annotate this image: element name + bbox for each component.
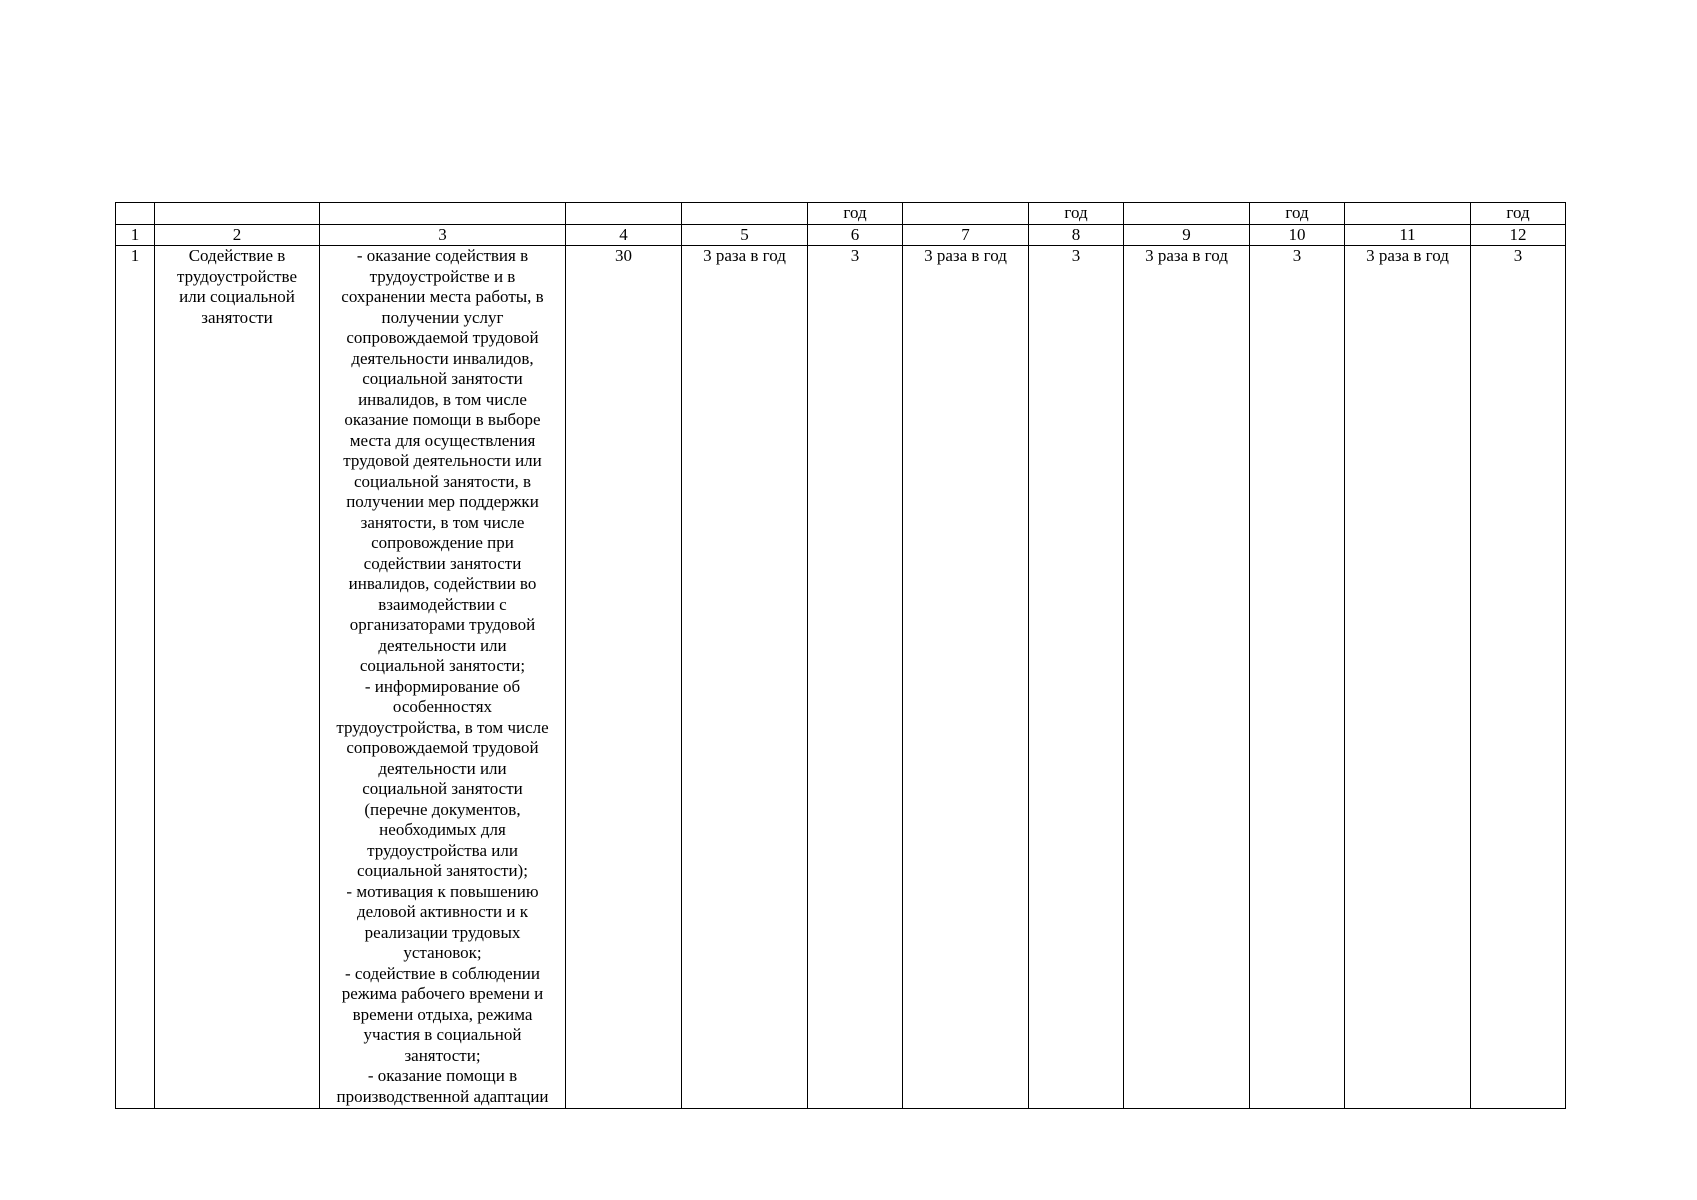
service-description-line: установок; (403, 943, 482, 962)
service-description-line: социальной занятости, в (353, 471, 532, 491)
service-name-line: занятости (201, 307, 273, 327)
service-description-line: деятельности или (378, 758, 507, 778)
service-description-line: трудовой деятельности или (343, 451, 542, 470)
column-number-3: 3 (320, 224, 566, 246)
service-description-line: взаимодействии с (378, 594, 507, 614)
service-description-line: режима рабочего времени и (341, 984, 544, 1003)
service-description-line: получении услуг (381, 307, 504, 327)
service-description-line: социальной занятости; (359, 656, 526, 675)
frequency-cell-2: 3 раза в год (903, 246, 1029, 1109)
header-cell-2 (155, 203, 320, 225)
service-description-line: занятости, в том числе (360, 512, 525, 532)
service-description-line: - оказание помощи в (367, 1066, 518, 1085)
column-number-5: 5 (682, 224, 808, 246)
service-description-line: занятости; (404, 1045, 481, 1065)
volume-cell: 30 (566, 246, 682, 1109)
header-cell-7 (903, 203, 1029, 225)
service-description-line: деятельности инвалидов, (351, 348, 534, 368)
service-name-line: или социальной (179, 287, 295, 306)
column-number-4: 4 (566, 224, 682, 246)
header-cell-11 (1345, 203, 1471, 225)
value-cell-4: 3 (1471, 246, 1566, 1109)
service-name-line: Содействие в (188, 246, 286, 265)
service-description-line: - содействие в соблюдении (344, 963, 540, 983)
service-name-cell (155, 246, 320, 1109)
column-number-2: 2 (155, 224, 320, 246)
header-cell-10: год (1250, 203, 1345, 225)
service-description-line: сопровождаемой трудовой (346, 328, 539, 347)
service-description-line: производственной адаптации (336, 1086, 549, 1106)
table-row (116, 246, 1566, 1109)
service-description-line: (перечне документов, (364, 799, 521, 819)
row-number: 1 (116, 246, 155, 1109)
column-number-8: 8 (1029, 224, 1124, 246)
service-description-line: трудоустройства или (367, 840, 518, 860)
frequency-cell-1: 3 раза в год (682, 246, 808, 1109)
service-description-line: социальной занятости (362, 779, 523, 798)
frequency-cell-3: 3 раза в год (1124, 246, 1250, 1109)
service-description-line: деятельности или (378, 635, 507, 655)
header-cell-1 (116, 203, 155, 225)
service-description-line: оказание помощи в выборе (344, 410, 541, 429)
service-description-line: особенностях (392, 697, 493, 716)
service-description-line: социальной занятости); (357, 861, 528, 880)
column-number-12: 12 (1471, 224, 1566, 246)
service-description-cell (320, 246, 566, 1109)
header-cell-3 (320, 203, 566, 225)
service-description-line: содействии занятости (363, 553, 522, 573)
service-description-line: сопровождение при (371, 533, 514, 552)
header-cell-12: год (1471, 203, 1566, 225)
column-number-9: 9 (1124, 224, 1250, 246)
service-description-line: времени отдыха, режима (352, 1004, 533, 1024)
value-cell-3: 3 (1250, 246, 1345, 1109)
column-number-11: 11 (1345, 224, 1471, 246)
service-name-line: трудоустройстве (176, 266, 298, 286)
service-description-line: - информирование об (364, 676, 521, 696)
service-description-line: реализации трудовых (364, 922, 521, 942)
service-description-line: сопровождаемой трудовой (346, 738, 539, 757)
service-description-line: деловой активности и к (356, 902, 529, 921)
header-cell-9 (1124, 203, 1250, 225)
service-description-line: организаторами трудовой (349, 615, 536, 634)
service-description-line: трудоустройстве и в (369, 266, 516, 286)
column-number-row (116, 224, 1566, 246)
column-number-1: 1 (116, 224, 155, 246)
header-cell-8: год (1029, 203, 1124, 225)
service-description-line: места для осуществления (349, 430, 536, 450)
service-description-line: необходимых для (379, 820, 506, 839)
value-cell-1: 3 (808, 246, 903, 1109)
service-description-line: инвалидов, содействии во (348, 574, 537, 593)
service-description-line: трудоустройства, в том числе (336, 717, 549, 737)
header-cell-4 (566, 203, 682, 225)
column-number-10: 10 (1250, 224, 1345, 246)
service-description-line: инвалидов, в том числе (358, 389, 527, 409)
service-description-line: сохранении места работы, в (341, 287, 544, 306)
header-cell-6: год (808, 203, 903, 225)
frequency-cell-4: 3 раза в год (1345, 246, 1471, 1109)
service-description-line: участия в социальной (363, 1025, 522, 1044)
service-description-line: - мотивация к повышению (346, 881, 539, 901)
services-table (115, 202, 1566, 1109)
value-cell-2: 3 (1029, 246, 1124, 1109)
service-description-line: получении мер поддержки (346, 492, 539, 511)
header-row (116, 203, 1566, 225)
service-description-line: социальной занятости (362, 369, 523, 388)
header-cell-5 (682, 203, 808, 225)
column-number-7: 7 (903, 224, 1029, 246)
service-description-line: - оказание содействия в (356, 246, 529, 265)
column-number-6: 6 (808, 224, 903, 246)
